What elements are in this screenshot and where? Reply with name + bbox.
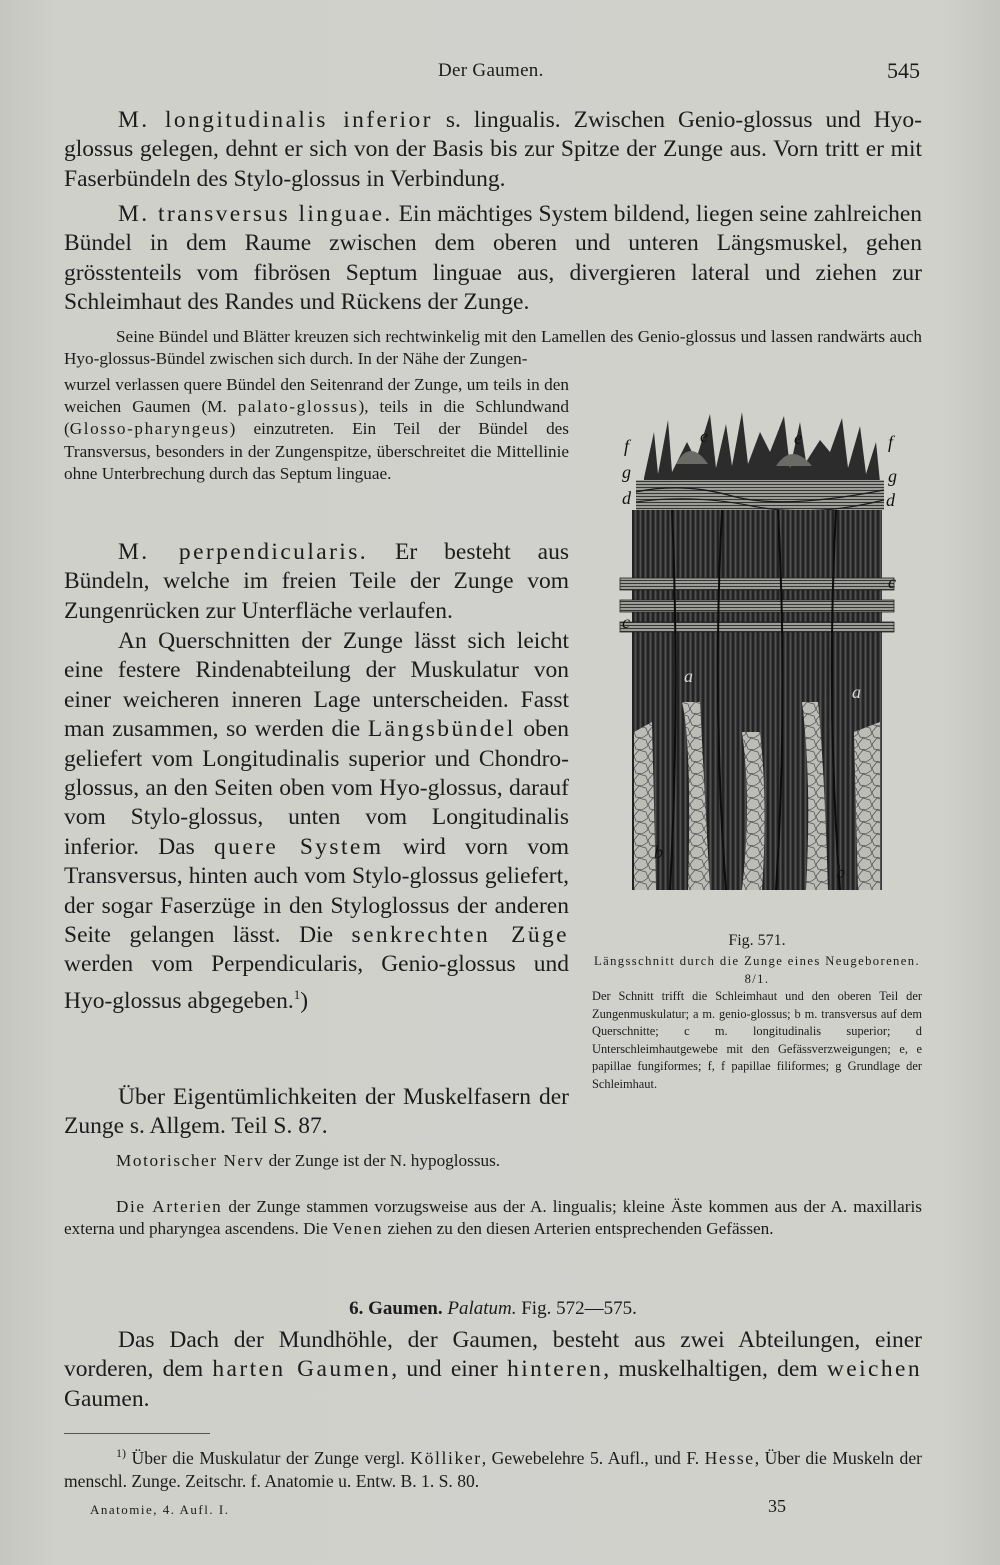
term-perpendicularis: M. perpendicularis. xyxy=(118,539,369,565)
paragraph-text: , muskelhaltigen, dem xyxy=(603,1356,827,1383)
paragraph-text: wird vorn vom Transversus, hinten auch vom Stylo-glossus geliefert, der sogar Faserzüge in den Styloglossus der anderen Seite gelangen lässt. Die xyxy=(64,833,569,949)
term-motorischer-nerv: Motorischer Nerv xyxy=(116,1151,265,1170)
paragraph-text: Ein mächtiges System bildend, liegen seine zahlreichen Bündel in dem Raume zwischen dem oberen und unteren Längsmuskel, gehen grösstenteils vom fibrösen Septum linguae aus, divergieren lateral und ziehen zur Schleimhaut des Randes und Rückens der Zunge. xyxy=(64,201,922,316)
small-print-text: ziehen zu den diesen Arterien entsprechenden Gefässen. xyxy=(383,1219,774,1239)
small-print-nerve xyxy=(64,1150,569,1172)
sheet-number: 35 xyxy=(768,1496,786,1516)
small-print-text: der Zunge stammen vorzugsweise aus der A. lingualis; kleine Äste kommen aus der A. maxillaris externa und pharyngea ascendens. Die xyxy=(64,1197,922,1239)
footnote-marker: 1) xyxy=(116,1446,126,1460)
footnote-reference-close: ) xyxy=(300,987,309,1014)
small-print-text: Seine Bündel und Blätter kreuzen sich rechtwinkelig mit den Lamellen des Genio-glossus und lassen randwärts auch Hyo-glossus-Bündel zwischen sich durch. In der Nähe der Zungen- xyxy=(64,327,922,369)
caption-scale: 8/1. xyxy=(744,972,770,986)
label-e-right: e xyxy=(794,428,802,448)
paragraph-text: Gaumen. xyxy=(64,1385,150,1412)
label-a-left: a xyxy=(684,666,693,686)
caption-text: Der Schnitt trifft die Schleimhaut und den oberen Teil der Zungenmuskulatur; a m. genio-glossus; b m. transversus auf dem Querschnitte; c m. longitudinalis superior; d Unterschleimhautgewebe mit den Gefässverzweigungen; e, e papillae fungiformes; f, f papillae filiformes; g Grundlage der Schleimhaut. xyxy=(592,989,922,1091)
paragraph-perpendicularis xyxy=(64,538,569,626)
figure-caption xyxy=(592,930,922,1094)
footnote-text: , Gewebelehre 5. Aufl., und F. xyxy=(481,1447,705,1468)
page-number: 545 xyxy=(887,58,920,83)
small-print-text: wurzel verlassen quere Bündel den Seitenrand der Zunge, um teils in den weichen Gaumen (M. xyxy=(64,375,569,417)
figure-number: Fig. 571. xyxy=(728,932,786,949)
label-f-right: f xyxy=(888,432,894,452)
author-hesse: Hesse xyxy=(704,1447,755,1468)
term-quere-system: quere System xyxy=(214,833,384,860)
author-koelliker: Kölliker xyxy=(410,1447,482,1468)
paragraph-transversus xyxy=(64,200,922,318)
tongue-section-drawing xyxy=(592,402,922,932)
paragraph-text: An Querschnitten der Zunge lässt sich leicht eine festere Rindenabteilung der Muskulatur von einer weicheren inneren Lage unterscheiden. Fasst man zusammen, so werden die xyxy=(64,628,569,743)
sheet-signature: Anatomie, 4. Aufl. I. xyxy=(90,1502,230,1517)
paragraph-text: werden vom Perpendicularis, Genio-glossus und Hyo-glossus abgegeben. xyxy=(64,951,569,1014)
term-transversus-linguae: M. transversus linguae. xyxy=(118,201,393,227)
label-d-left: d xyxy=(622,488,631,508)
term-glosso-pharyngeus: Glosso-pharyngeus xyxy=(69,419,230,439)
paragraph-cross-sections xyxy=(64,627,569,1016)
paragraph-text: Er besteht aus Bündeln, welche im freien Teile der Zunge vom Zungenrücken zur Unterfläche verlaufen. xyxy=(64,539,569,624)
label-g-left: g xyxy=(622,462,631,482)
small-print-continuation xyxy=(64,374,569,485)
small-print-text: ), teils in die Schlundwand ( xyxy=(64,397,569,439)
caption-title: Längsschnitt durch die Zunge eines Neugeborenen. xyxy=(594,954,920,968)
footnote-reference[interactable]: 1 xyxy=(293,986,301,1002)
paragraph-longitudinalis-inferior xyxy=(64,106,922,194)
term-hinteren: hinteren xyxy=(507,1356,604,1383)
section-figure-reference: Fig. 572—575. xyxy=(516,1298,637,1319)
label-f-left: f xyxy=(624,436,630,456)
footnote-text: , Über die Muskeln der menschl. Zunge. Zeitschr. f. Anatomie u. Entw. B. 1. S. 80. xyxy=(64,1447,922,1492)
term-weichen: weichen xyxy=(826,1356,922,1383)
term-longitudinalis-inferior: M. longitudinalis inferior xyxy=(118,107,433,133)
section-number-title: 6. Gaumen. xyxy=(349,1298,443,1319)
paragraph-text: , und einer xyxy=(391,1356,508,1383)
paragraph-gaumen-intro xyxy=(64,1326,922,1414)
paragraph-text: Das Dach der Mundhöhle, der Gaumen, besteht aus zwei Abteilungen, einer vorderen, dem xyxy=(64,1327,922,1383)
small-print-text: ) einzutreten. Ein Teil der Bündel des Transversus, besonders in der Zungenspitze, überschreitet die Mittellinie ohne Unterbrechung durch das Septum linguae. xyxy=(64,419,569,483)
footnote xyxy=(64,1442,922,1494)
term-laengsbuendel: Längsbündel xyxy=(367,716,516,743)
small-print-text: der Zunge ist der N. hypoglossus. xyxy=(264,1151,501,1170)
section-latin-title: Palatum. xyxy=(447,1298,517,1319)
label-c-right: c xyxy=(888,572,896,592)
label-g-right: g xyxy=(888,466,897,486)
term-harter-gaumen: harten Gaumen xyxy=(212,1356,392,1383)
paragraph-text: s. lingualis. Zwischen Genio-glossus und Hyo-glossus gelegen, dehnt er sich von der Basis bis zur Spitze der Zunge aus. Vorn tritt er mit Faserbündeln des Stylo-glossus in Verbindung. xyxy=(64,107,922,192)
running-head: Der Gaumen. xyxy=(438,60,544,81)
term-arterien: Die Arterien xyxy=(116,1197,223,1216)
paragraph-muskelfasern xyxy=(64,1083,569,1142)
footnote-text: Über die Muskulatur der Zunge vergl. xyxy=(126,1447,411,1468)
small-print-arteries xyxy=(64,1196,922,1240)
label-c-left: c xyxy=(622,612,630,632)
figure-571-illustration xyxy=(592,402,922,932)
small-print-bundles xyxy=(64,326,922,370)
label-b-left: b xyxy=(654,842,663,862)
term-venen: Venen xyxy=(332,1219,384,1239)
section-heading xyxy=(64,1296,922,1322)
term-senkrechte-zuege: senkrechten Züge xyxy=(351,922,569,949)
footnote-divider xyxy=(64,1433,210,1434)
label-a-right: a xyxy=(852,682,861,702)
paragraph-text: Über Eigentümlichkeiten der Muskelfasern der Zunge s. Allgem. Teil S. 87. xyxy=(64,1084,569,1140)
term-palato-glossus: palato-glossus xyxy=(237,397,359,417)
paragraph-text: oben geliefert vom Longitudinalis superior und Chondro-glossus, an den Seiten oben vom Hyo-glossus, darauf vom Stylo-glossus, unten vom Longitudinalis inferior. Das xyxy=(64,716,570,860)
label-e-left: e xyxy=(700,426,708,446)
label-d-right: d xyxy=(886,490,895,510)
page-header xyxy=(64,58,922,88)
label-b-right: b xyxy=(836,862,845,882)
